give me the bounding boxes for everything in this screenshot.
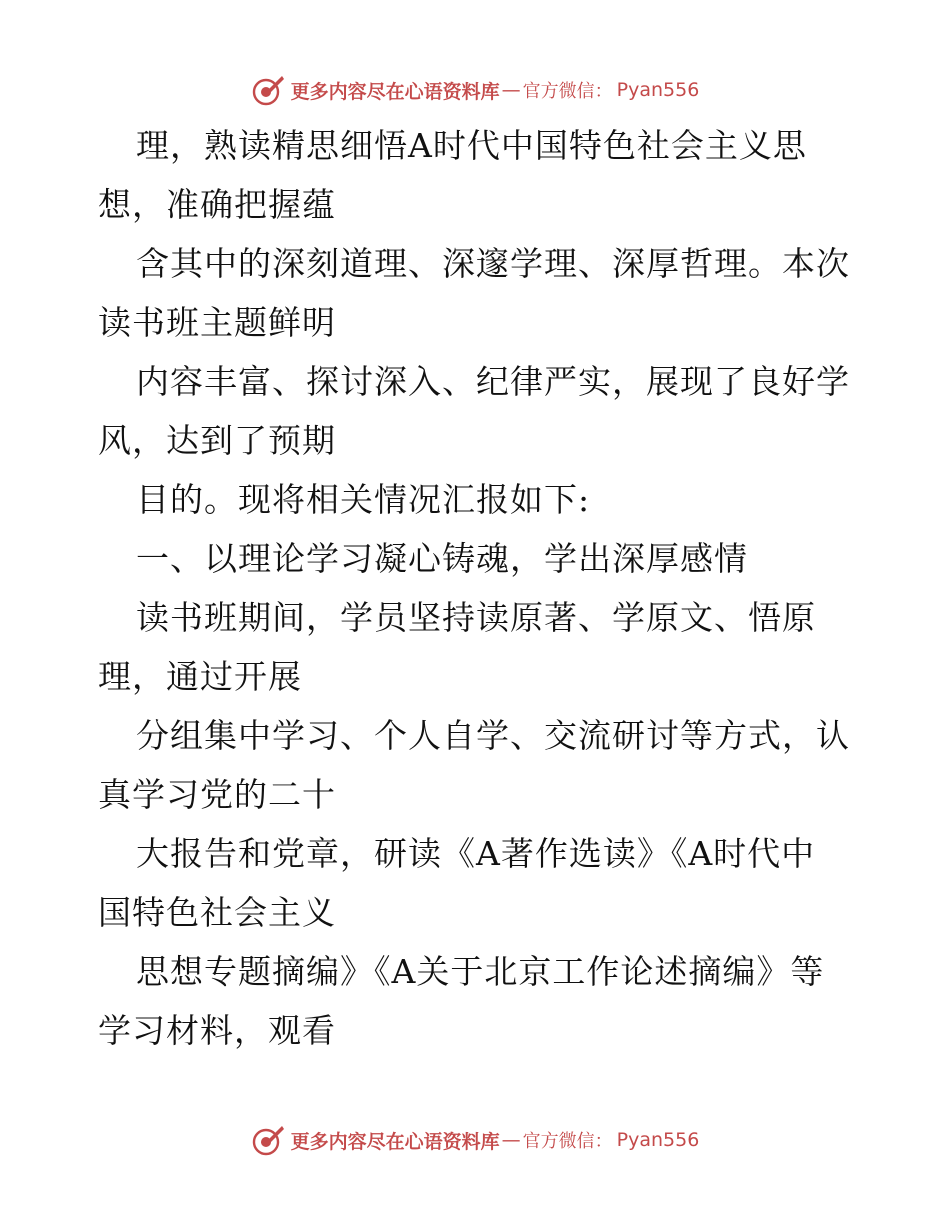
text-line: 学习材料，观看 — [98, 1011, 336, 1050]
text-line: 目的。现将相关情况汇报如下: — [136, 480, 591, 519]
text-line: 思想专题摘编》《A关于北京工作论述摘编》等 — [136, 952, 825, 991]
text-line: 想，准确把握蕴 — [98, 185, 336, 224]
watermark-text: 更多内容尽在心语资料库 — [290, 1130, 500, 1153]
text-line: 含其中的深刻道理、深邃学理、深厚哲理。本次 — [136, 244, 850, 283]
watermark-id: Pyan556 — [616, 79, 700, 101]
text-line: 分组集中学习、个人自学、交流研讨等方式，认 — [136, 716, 850, 755]
text-line: 大报告和党章，研读《A著作选读》《A时代中 — [136, 834, 816, 873]
text-line: 读书班主题鲜明 — [98, 303, 336, 342]
document-body — [98, 116, 868, 1060]
watermark-label: 官方微信： — [522, 81, 613, 102]
text-line: 风，达到了预期 — [98, 421, 336, 460]
watermark-label: 官方微信： — [522, 1131, 613, 1152]
text-line: 真学习党的二十 — [98, 775, 336, 814]
section-heading: 一、以理论学习凝心铸魂，学出深厚感情 — [136, 539, 748, 578]
text-line: 国特色社会主义 — [98, 893, 336, 932]
header-watermark — [0, 70, 950, 110]
text-line: 内容丰富、探讨深入、纪律严实，展现了良好学 — [136, 362, 850, 401]
text-line: 理，通过开展 — [98, 657, 302, 696]
footer-watermark — [0, 1120, 950, 1160]
quill-logo-icon — [251, 73, 285, 107]
watermark-dash: — — [501, 1129, 521, 1151]
text-line: 理，熟读精思细悟A时代中国特色社会主义思 — [136, 126, 807, 165]
watermark-text: 更多内容尽在心语资料库 — [290, 80, 500, 103]
watermark-dash: — — [501, 79, 521, 101]
quill-logo-icon — [251, 1123, 285, 1157]
text-line: 读书班期间，学员坚持读原著、学原文、悟原 — [136, 598, 816, 637]
watermark-id: Pyan556 — [616, 1129, 700, 1151]
